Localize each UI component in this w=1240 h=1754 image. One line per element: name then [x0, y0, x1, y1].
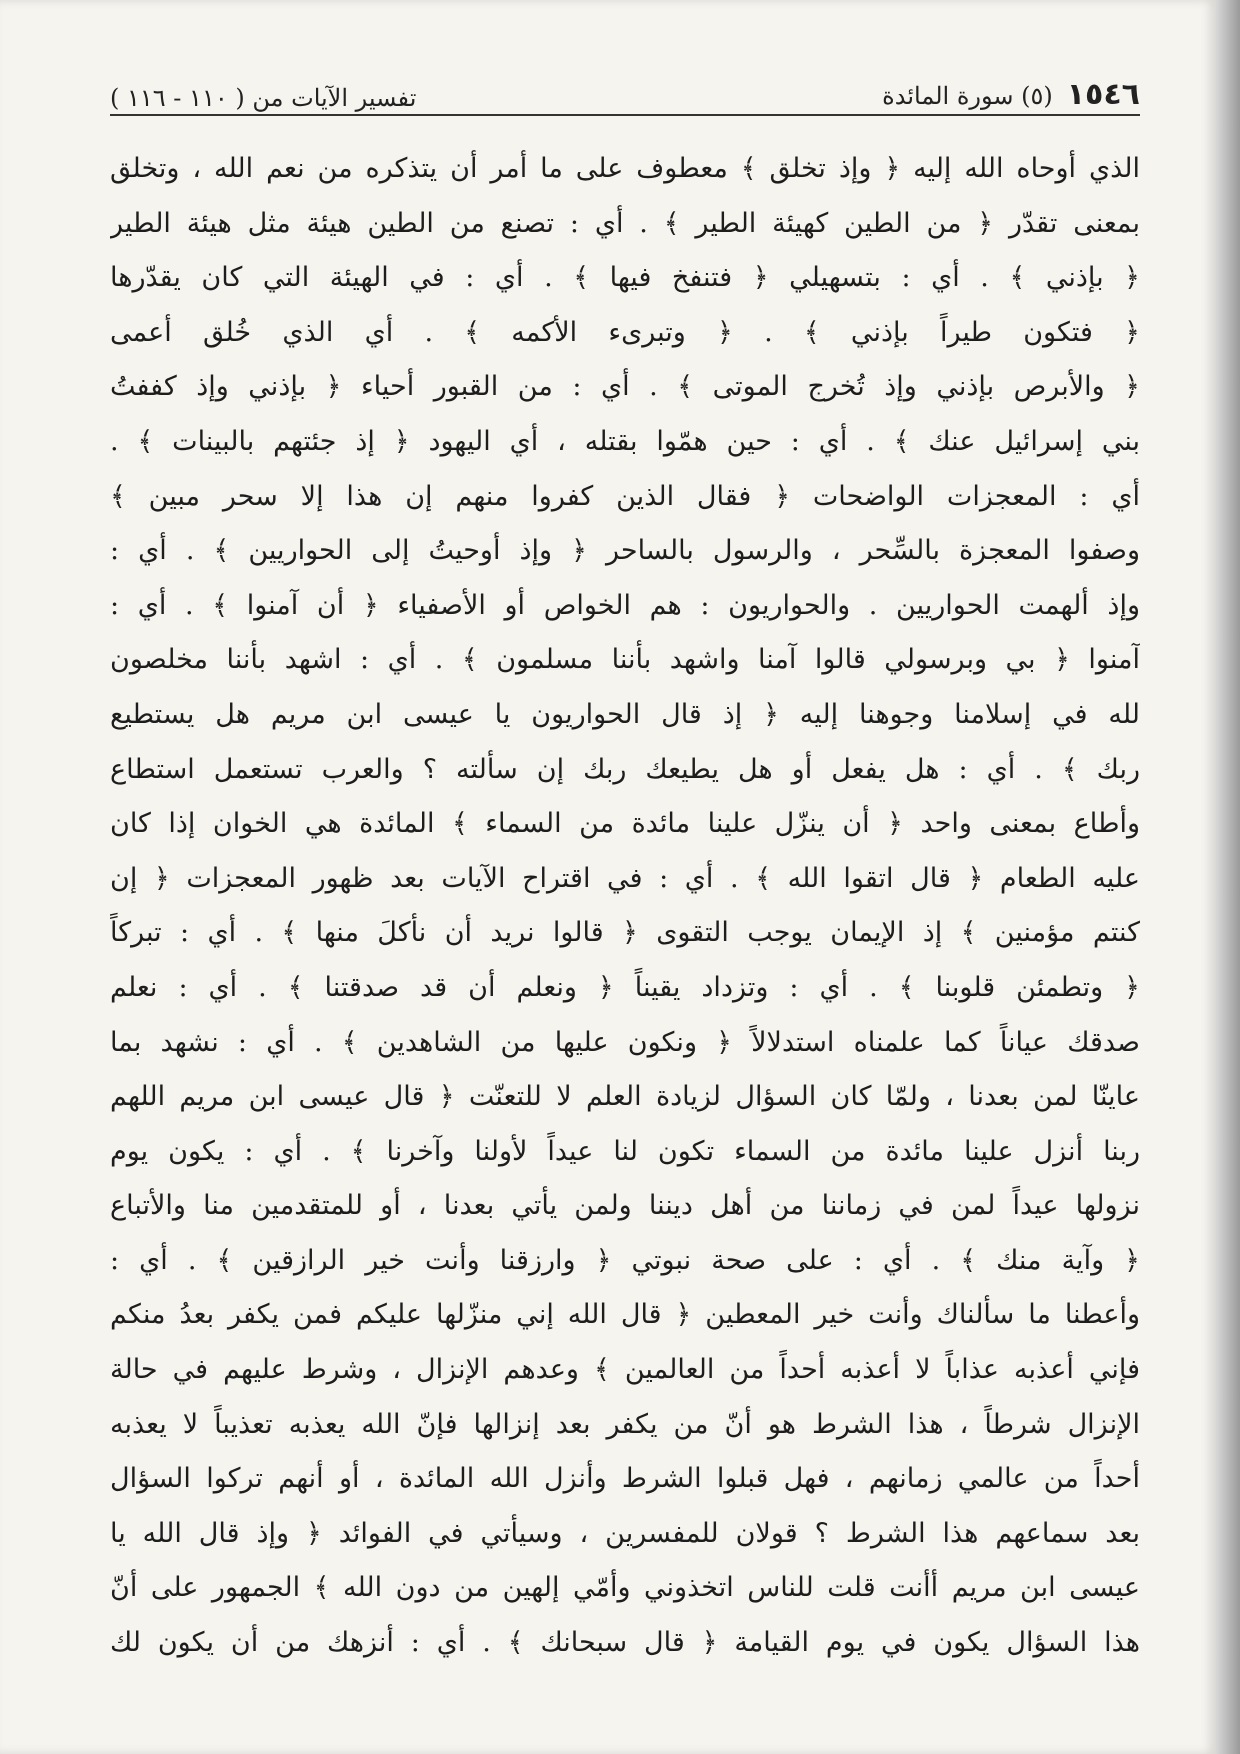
- text-line: عيسى ابن مريم أأنت قلت للناس اتخذوني وأمّي إلهين من دون الله ﴾ الجمهور على أنّ: [110, 1572, 1140, 1604]
- text-line: بعد سماعهم هذا الشرط ؟ قولان للمفسرين ، وسيأتي في الفوائد ﴿ وإذ قال الله يا: [110, 1517, 1140, 1549]
- text-line: كنتم مؤمنين ﴾ إذ الإيمان يوجب التقوى ﴿ قالوا نريد أن نأكلَ منها ﴾ . أي : تبركاً: [110, 917, 1140, 949]
- text-line: بمعنى تقدّر ﴿ من الطين كهيئة الطير ﴾ . أي : تصنع من الطين هيئة مثل هيئة الطير: [110, 207, 1140, 239]
- scan-edge-shadow: [1216, 0, 1240, 1754]
- text-line: ﴿ وتطمئن قلوبنا ﴾ . أي : وتزداد يقيناً ﴿ ونعلم أن قد صدقتنا ﴾ . أي : نعلم: [110, 971, 1140, 1003]
- text-line: وأعطنا ما سألناك وأنت خير المعطين ﴿ قال الله إني منزّلها عليكم فمن يكفر بعدُ منكم: [110, 1299, 1140, 1331]
- text-line: وإذ ألهمت الحواريين . والحواريون : هم الخواص أو الأصفياء ﴿ أن آمنوا ﴾ . أي :: [110, 589, 1140, 621]
- text-line: صدقك عياناً كما علمناه استدلالاً ﴿ ونكون عليها من الشاهدين ﴾ . أي : نشهد بما: [110, 1026, 1140, 1058]
- text-line: فإني أعذبه عذاباً لا أعذبه أحداً من العالمين ﴾ وعدهم الإنزال ، وشرط عليهم في حالة: [110, 1354, 1140, 1386]
- text-line: ﴿ والأبرص بإذني وإذ تُخرج الموتى ﴾ . أي : من القبور أحياء ﴿ بإذني وإذ كففتُ: [110, 371, 1140, 403]
- text-line: لله في إسلامنا وجوهنا إليه ﴿ إذ قال الحواريون يا عيسى ابن مريم هل يستطيع: [110, 698, 1140, 730]
- header-divider: [110, 114, 1140, 116]
- text-line: الإنزال شرطاً ، هذا الشرط هو أنّ من يكفر بعد إنزالها فإنّ الله يعذبه تعذيباً لا يعذبه: [110, 1408, 1140, 1440]
- text-line: ﴿ وآية منك ﴾ . أي : على صحة نبوتي ﴿ وارزقنا وأنت خير الرازقين ﴾ . أي :: [110, 1244, 1140, 1276]
- text-line: وأطاع بمعنى واحد ﴿ أن ينزّل علينا مائدة من السماء ﴾ المائدة هي الخوان إذا كان: [110, 808, 1140, 840]
- text-line: ربنا أنزل علينا مائدة من السماء تكون لنا عيداً لأولنا وآخرنا ﴾ . أي : يكون يوم: [110, 1135, 1140, 1167]
- text-line: بني إسرائيل عنك ﴾ . أي : حين همّوا بقتله ، أي اليهود ﴿ إذ جئتهم بالبينات ﴾ .: [110, 425, 1140, 457]
- text-line: الذي أوحاه الله إليه ﴿ وإذ تخلق ﴾ معطوف على ما أمر أن يتذكره من نعم الله ، وتخلق: [110, 153, 1140, 184]
- text-line: آمنوا ﴿ بي وبرسولي قالوا آمنا واشهد بأننا مسلمون ﴾ . أي : اشهد بأننا مخلصون: [110, 644, 1140, 676]
- text-line: ﴿ فتكون طيراً بإذني ﴾ . ﴿ وتبرىء الأكمه ﴾ . أي الذي خُلق أعمى: [110, 316, 1140, 348]
- text-line: نزولها عيداً لمن في زماننا من أهل ديننا ولمن يأتي بعدنا ، أو للمتقدمين منا والأتباع: [110, 1190, 1140, 1222]
- text-line: هذا السؤال يكون في يوم القيامة ﴿ قال سبحانك ﴾ . أي : أنزهك من أن يكون لك: [110, 1627, 1140, 1659]
- text-line: أي : المعجزات الواضحات ﴿ فقال الذين كفروا منهم إن هذا إلا سحر مبين ﴾: [110, 480, 1140, 512]
- text-line: ربك ﴾ . أي : هل يفعل أو هل يطيعك ربك إن سألته ؟ والعرب تستعمل استطاع: [110, 753, 1140, 785]
- text-line: عاينّا لمن بعدنا ، ولمّا كان السؤال لزيادة العلم لا للتعنّت ﴿ قال عيسى ابن مريم اللهم: [110, 1081, 1140, 1113]
- page-body: [110, 142, 1140, 1671]
- text-line: أحداً من عالمي زمانهم ، فهل قبلوا الشرط وأنزل الله المائدة ، أو أنهم تركوا السؤال: [110, 1463, 1140, 1495]
- running-title: تفسير الآيات من ( ١١٠ - ١١٦ ): [110, 84, 417, 112]
- text-line: وصفوا المعجزة بالسِّحر ، والرسول بالساحر ﴿ وإذ أوحيتُ إلى الحواريين ﴾ . أي :: [110, 535, 1140, 567]
- surah-name: (٥) سورة المائدة: [882, 82, 1053, 110]
- page-number: ١٥٤٦: [1066, 77, 1140, 112]
- text-line: عليه الطعام ﴿ قال اتقوا الله ﴾ . أي : في اقتراح الآيات بعد ظهور المعجزات ﴿ إن: [110, 862, 1140, 894]
- header-right: [882, 77, 1140, 112]
- text-line: ﴿ بإذني ﴾ . أي : بتسهيلي ﴿ فتنفخ فيها ﴾ . أي : في الهيئة التي كان يقدّرها: [110, 262, 1140, 294]
- page-header: [110, 58, 1140, 112]
